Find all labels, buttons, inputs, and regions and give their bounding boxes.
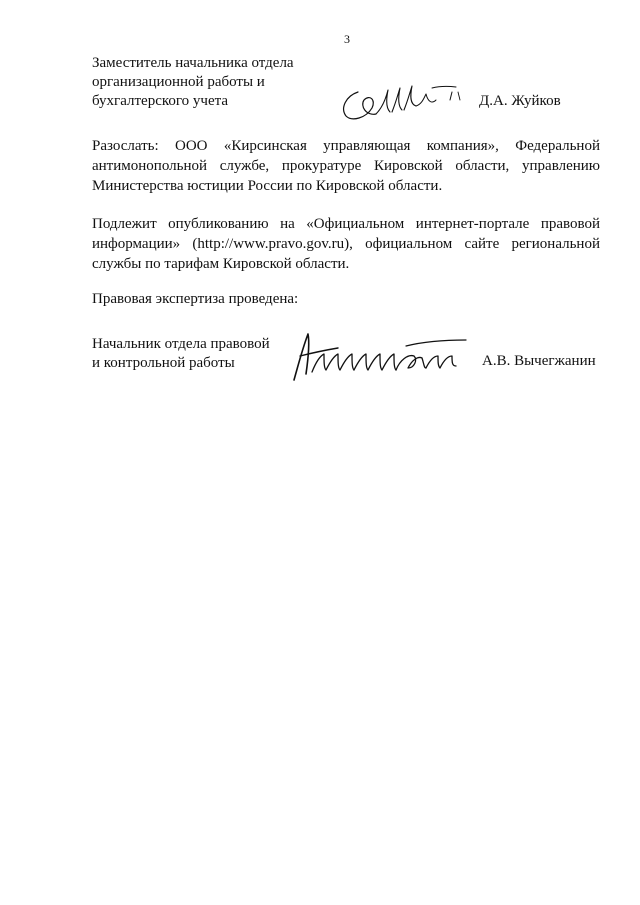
signature-1-image (336, 78, 468, 126)
signature-2-image (286, 326, 472, 384)
publication-paragraph: Подлежит опубликованию на «Официальном интернет-портале правовой информации» (http://www.pravo.gov.ru), официальном сайте региональной службы по тарифам Кировской области. (92, 216, 600, 272)
signatory-2-title-line: Начальник отдела правовой (92, 336, 270, 352)
distribution-paragraph: Разослать: ООО «Кирсинская управляющая компания», Федеральной антимонопольной службе, прокуратуре Кировской области, управлению Министерства юстиции России по Кировской области. (92, 138, 600, 194)
signatory-1-title-line: бухгалтерского учета (92, 93, 229, 109)
signatory-2-title (92, 335, 282, 373)
signatory-2-title-line: и контрольной работы (92, 355, 235, 371)
signatory-1-title-line: организационной работы и (92, 74, 265, 90)
page-number: 3 (344, 32, 350, 46)
signatory-1-name: Д.А. Жуйков (479, 93, 561, 109)
signatory-1-title (92, 54, 322, 111)
signatory-1-title-line: Заместитель начальника отдела (92, 55, 294, 71)
signatory-2-name: А.В. Вычегжанин (482, 353, 596, 369)
legal-expertise-note: Правовая экспертиза проведена: (92, 291, 299, 307)
